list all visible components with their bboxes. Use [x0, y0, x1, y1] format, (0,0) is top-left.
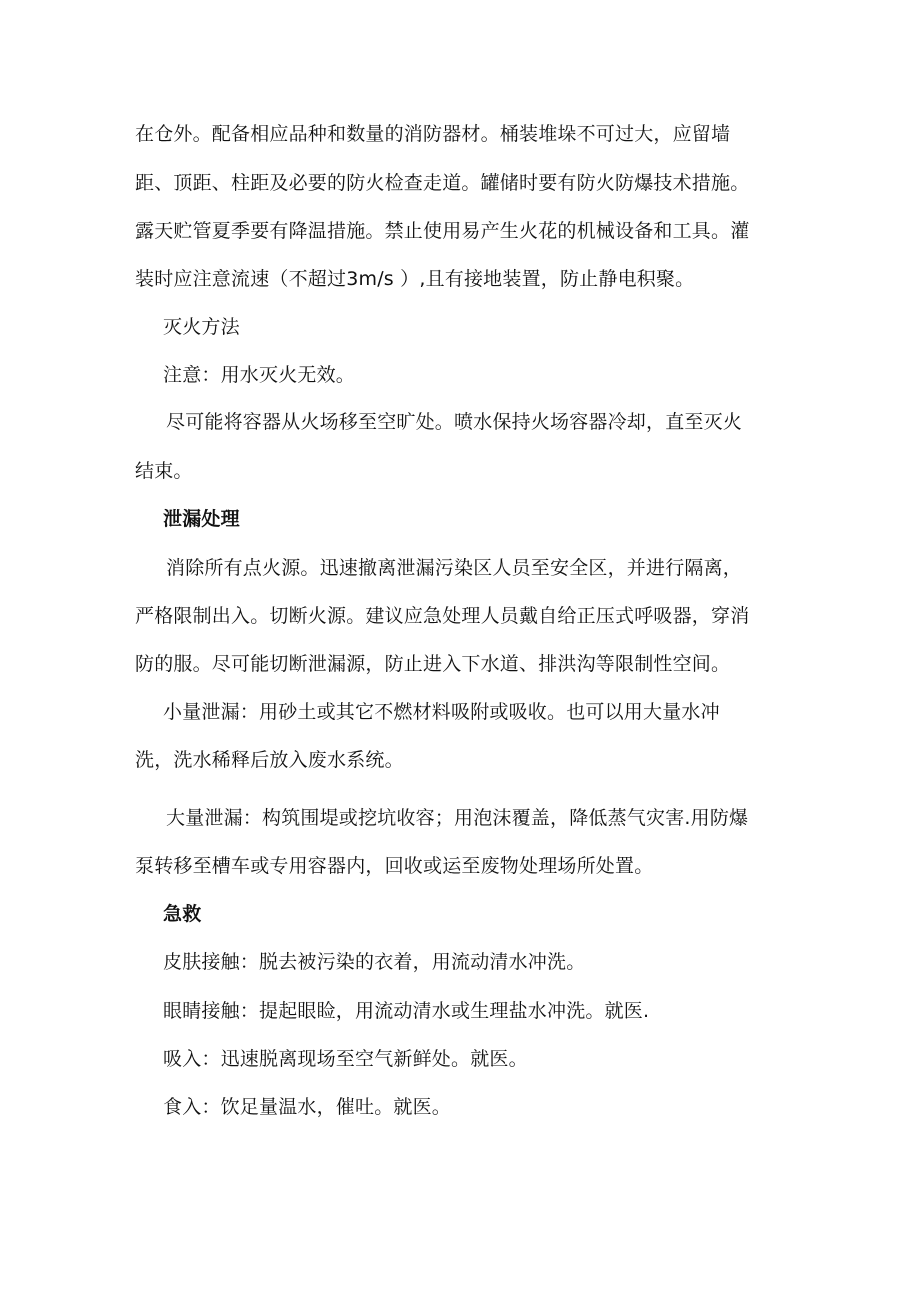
- leak-handling-line-1: 消除所有点火源。迅速撤离泄漏污染区人员至安全区，并进行隔离，: [166, 557, 743, 579]
- fire-fighting-line-2: 结束。: [135, 460, 193, 482]
- large-leak-line-1: 大量泄漏：构筑围堤或挖坑收容；用泡沫覆盖，降低蒸气灾害.用防爆: [166, 807, 749, 829]
- first-aid-eyes: 眼睛接触：提起眼睑，用流动清水或生理盐水冲洗。就医.: [163, 1000, 650, 1022]
- first-aid-ingestion: 食入：饮足量温水，催吐。就医。: [163, 1096, 452, 1118]
- heading-fire-fighting: 灭火方法: [163, 316, 240, 338]
- first-aid-skin: 皮肤接触：脱去被污染的衣着，用流动清水冲洗。: [163, 951, 586, 973]
- fire-fighting-line-1: 尽可能将容器从火场移至空旷处。喷水保持火场容器冷却，直至灭火: [166, 411, 743, 433]
- heading-leak-handling: 泄漏处理: [163, 508, 240, 530]
- leak-handling-line-2: 严格限制出入。切断火源。建议应急处理人员戴自给正压式呼吸器，穿消: [135, 605, 750, 627]
- paragraph-storage-line-2: 距、顶距、柱距及必要的防火检查走道。罐储时要有防火防爆技术措施。: [135, 172, 750, 194]
- fire-fighting-note: 注意：用水灭火无效。: [163, 364, 356, 386]
- paragraph-storage-line-1: 在仓外。配备相应品种和数量的消防器材。桶装堆垛不可过大，应留墙: [135, 123, 731, 145]
- paragraph-storage-line-3: 露天贮管夏季要有降温措施。禁止使用易产生火花的机械设备和工具。灌: [135, 220, 750, 242]
- large-leak-line-2: 泵转移至槽车或专用容器内，回收或运至废物处理场所处置。: [135, 855, 654, 877]
- first-aid-inhalation: 吸入：迅速脱离现场至空气新鲜处。就医。: [163, 1048, 528, 1070]
- leak-handling-line-3: 防的服。尽可能切断泄漏源，防止进入下水道、排洪沟等限制性空间。: [135, 653, 731, 675]
- heading-first-aid: 急救: [163, 903, 202, 925]
- small-leak-line-2: 洗，洗水稀释后放入废水系统。: [135, 749, 404, 771]
- small-leak-line-1: 小量泄漏：用砂土或其它不燃材料吸附或吸收。也可以用大量水冲: [163, 701, 720, 723]
- paragraph-storage-line-4: 装时应注意流速（不超过3m∕s ）,且有接地装置，防止静电积聚。: [135, 268, 695, 290]
